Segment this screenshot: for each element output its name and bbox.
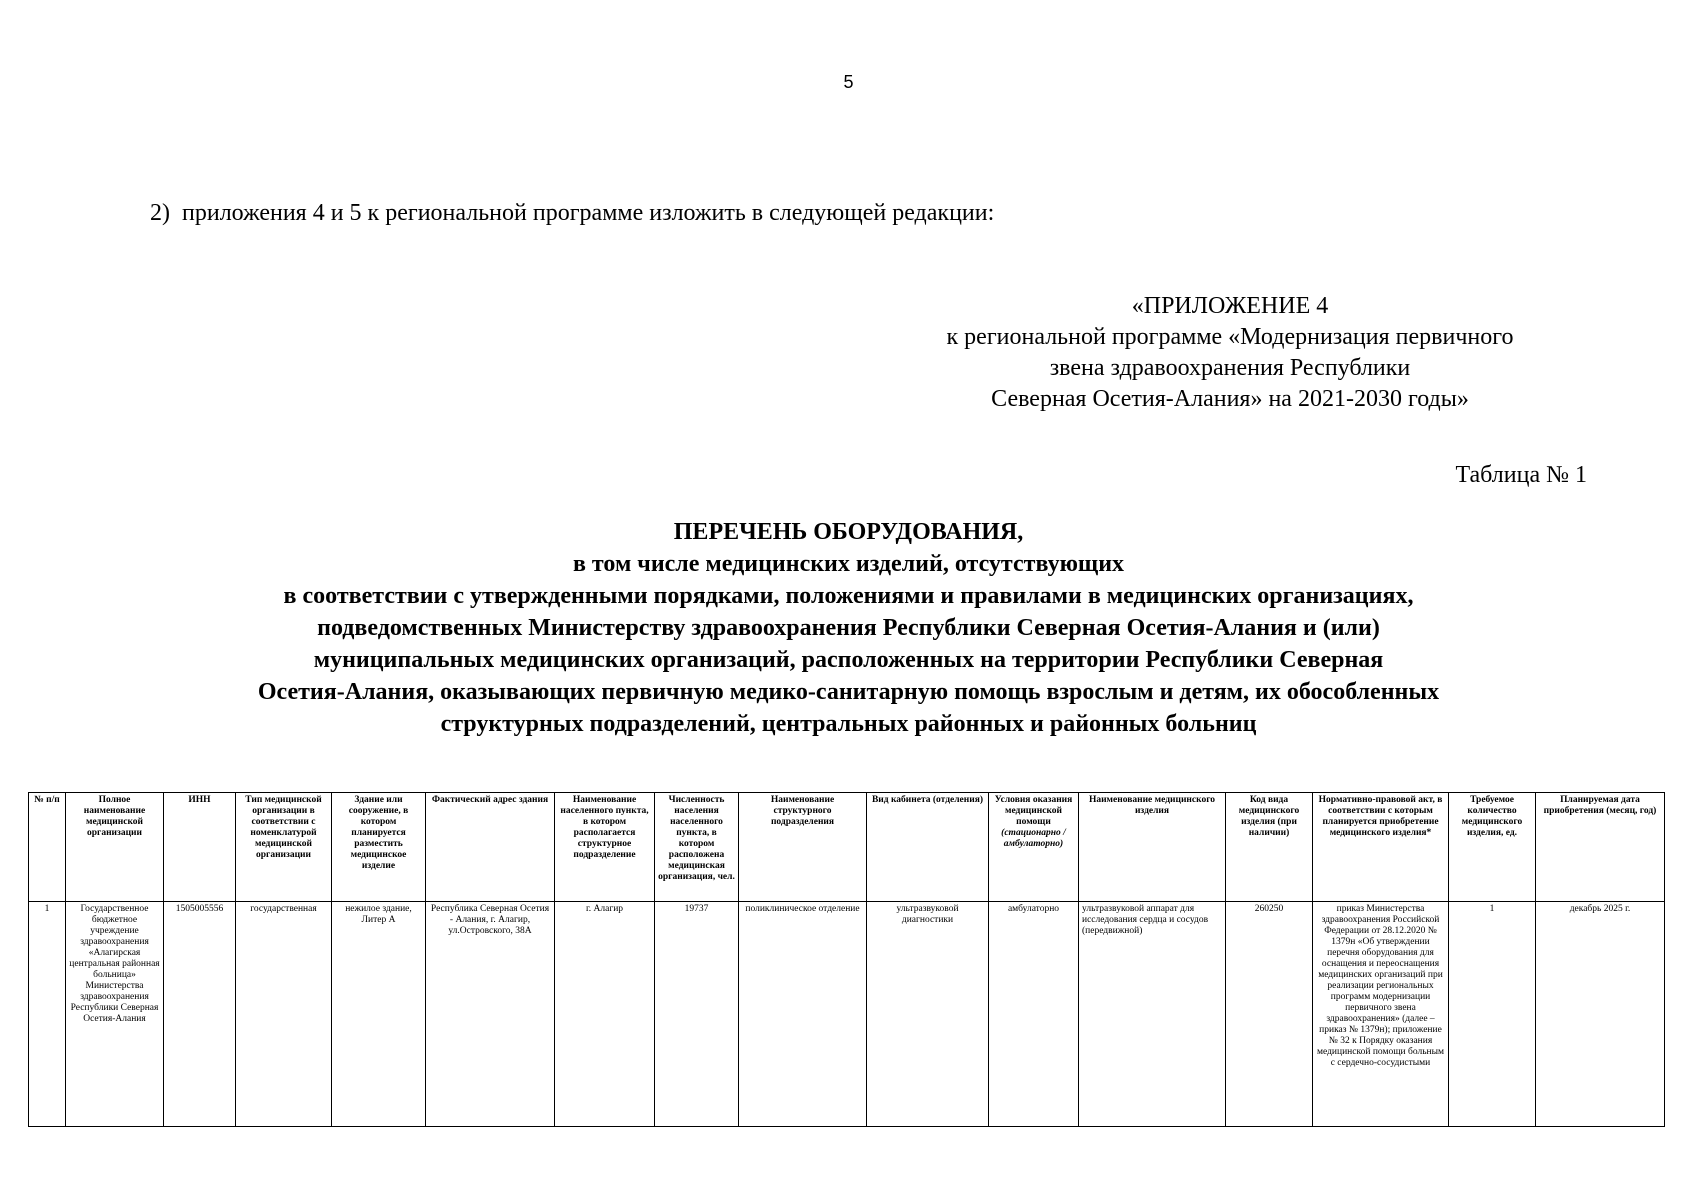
table-cell: 1 — [1449, 902, 1536, 1127]
equipment-table — [28, 792, 1665, 1127]
column-header: Нормативно-правовой акт, в соответствии с которым планируется приобретение медицинского изделия* — [1313, 793, 1449, 902]
intro-paragraph — [150, 200, 994, 227]
appendix-line-3: звена здравоохранения Республики — [1049, 355, 1411, 381]
conditions-note: (стационарно /амбулаторно) — [1001, 828, 1066, 849]
column-header: Вид кабинета (отделения) — [867, 793, 989, 902]
table-cell: ультразвуковой диагностики — [867, 902, 989, 1127]
table-header-row — [29, 793, 1665, 902]
column-header — [989, 793, 1079, 902]
column-header: Численность населения населенного пункта, в котором расположена медицинская организация, чел. — [655, 793, 739, 902]
table-cell: приказ Министерства здравоохранения Российской Федерации от 28.12.2020 № 1379н «Об утверждении перечня оборудования для оснащения и переоснащения медицинских организаций при реализации региональных программ модернизации первичного звена здравоохранения» (далее – приказ № 1379н); приложение № 32 к Порядку оказания медицинской помощи больным с сердечно-сосудистыми — [1313, 902, 1449, 1127]
table-cell: 260250 — [1226, 902, 1313, 1127]
column-header: Фактический адрес здания — [426, 793, 555, 902]
table-cell: 19737 — [655, 902, 739, 1127]
table-cell: поликлиническое отделение — [739, 902, 867, 1127]
column-header: Наименование структурного подразделения — [739, 793, 867, 902]
appendix-heading — [860, 291, 1600, 415]
title-line: подведомственных Министерству здравоохранения Республики Северная Осетия-Алания и (или) — [317, 615, 1380, 641]
title-line: структурных подразделений, центральных районных и районных больниц — [440, 711, 1257, 737]
column-header: Требуемое количество медицинского изделия, ед. — [1449, 793, 1536, 902]
table-cell: 1 — [29, 902, 66, 1127]
page-number: 5 — [843, 72, 854, 92]
column-header: ИНН — [164, 793, 236, 902]
column-header: Полное наименование медицинской организации — [66, 793, 164, 902]
title-line: в том числе медицинских изделий, отсутствующих — [572, 551, 1125, 577]
table-cell: ультразвуковой аппарат для исследования сердца и сосудов (передвижной) — [1079, 902, 1226, 1127]
column-header: Наименование медицинского изделия — [1079, 793, 1226, 902]
table-number: Таблица № 1 — [1455, 462, 1587, 488]
column-header: Здание или сооружение, в котором планируется разместить медицинское изделие — [332, 793, 426, 902]
table-cell: амбулаторно — [989, 902, 1079, 1127]
appendix-line-1: «ПРИЛОЖЕНИЕ 4 — [1131, 293, 1329, 319]
table-row — [29, 902, 1665, 1127]
title-line: ПЕРЕЧЕНЬ ОБОРУДОВАНИЯ, — [673, 519, 1024, 545]
appendix-line-4: Северная Осетия-Алания» на 2021-2030 годы» — [991, 386, 1469, 412]
column-header: Наименование населенного пункта, в котором располагается структурное подразделение — [555, 793, 655, 902]
table-cell: 1505005556 — [164, 902, 236, 1127]
table-cell: нежилое здание, Литер А — [332, 902, 426, 1127]
table-cell: Государственное бюджетное учреждение здравоохранения «Алагирская центральная районная больница» Министерства здравоохранения Республики Северная Осетия-Алания — [66, 902, 164, 1127]
appendix-line-2: к региональной программе «Модернизация первичного — [946, 324, 1514, 350]
column-header-text: Условия оказания медицинской помощи — [994, 795, 1073, 827]
title-line: Осетия-Алания, оказывающих первичную медико-санитарную помощь взрослым и детям, их обособленных — [257, 679, 1440, 705]
intro-number: 2) — [150, 200, 170, 226]
document-title — [0, 516, 1697, 740]
table-cell: государственная — [236, 902, 332, 1127]
intro-text: приложения 4 и 5 к региональной программе изложить в следующей редакции: — [182, 200, 995, 226]
table-cell: г. Алагир — [555, 902, 655, 1127]
column-header: Планируемая дата приобретения (месяц, год) — [1536, 793, 1665, 902]
title-line: в соответствии с утвержденными порядками, положениями и правилами в медицинских организациях, — [283, 583, 1414, 609]
table-cell: декабрь 2025 г. — [1536, 902, 1665, 1127]
title-line: муниципальных медицинских организаций, расположенных на территории Республики Северная — [313, 647, 1384, 673]
table-cell: Республика Северная Осетия - Алания, г. Алагир, ул.Островского, 38А — [426, 902, 555, 1127]
column-header: Код вида медицинского изделия (при наличии) — [1226, 793, 1313, 902]
column-header: Тип медицинской организации в соответствии с номенклатурой медицинской организации — [236, 793, 332, 902]
column-header: № п/п — [29, 793, 66, 902]
